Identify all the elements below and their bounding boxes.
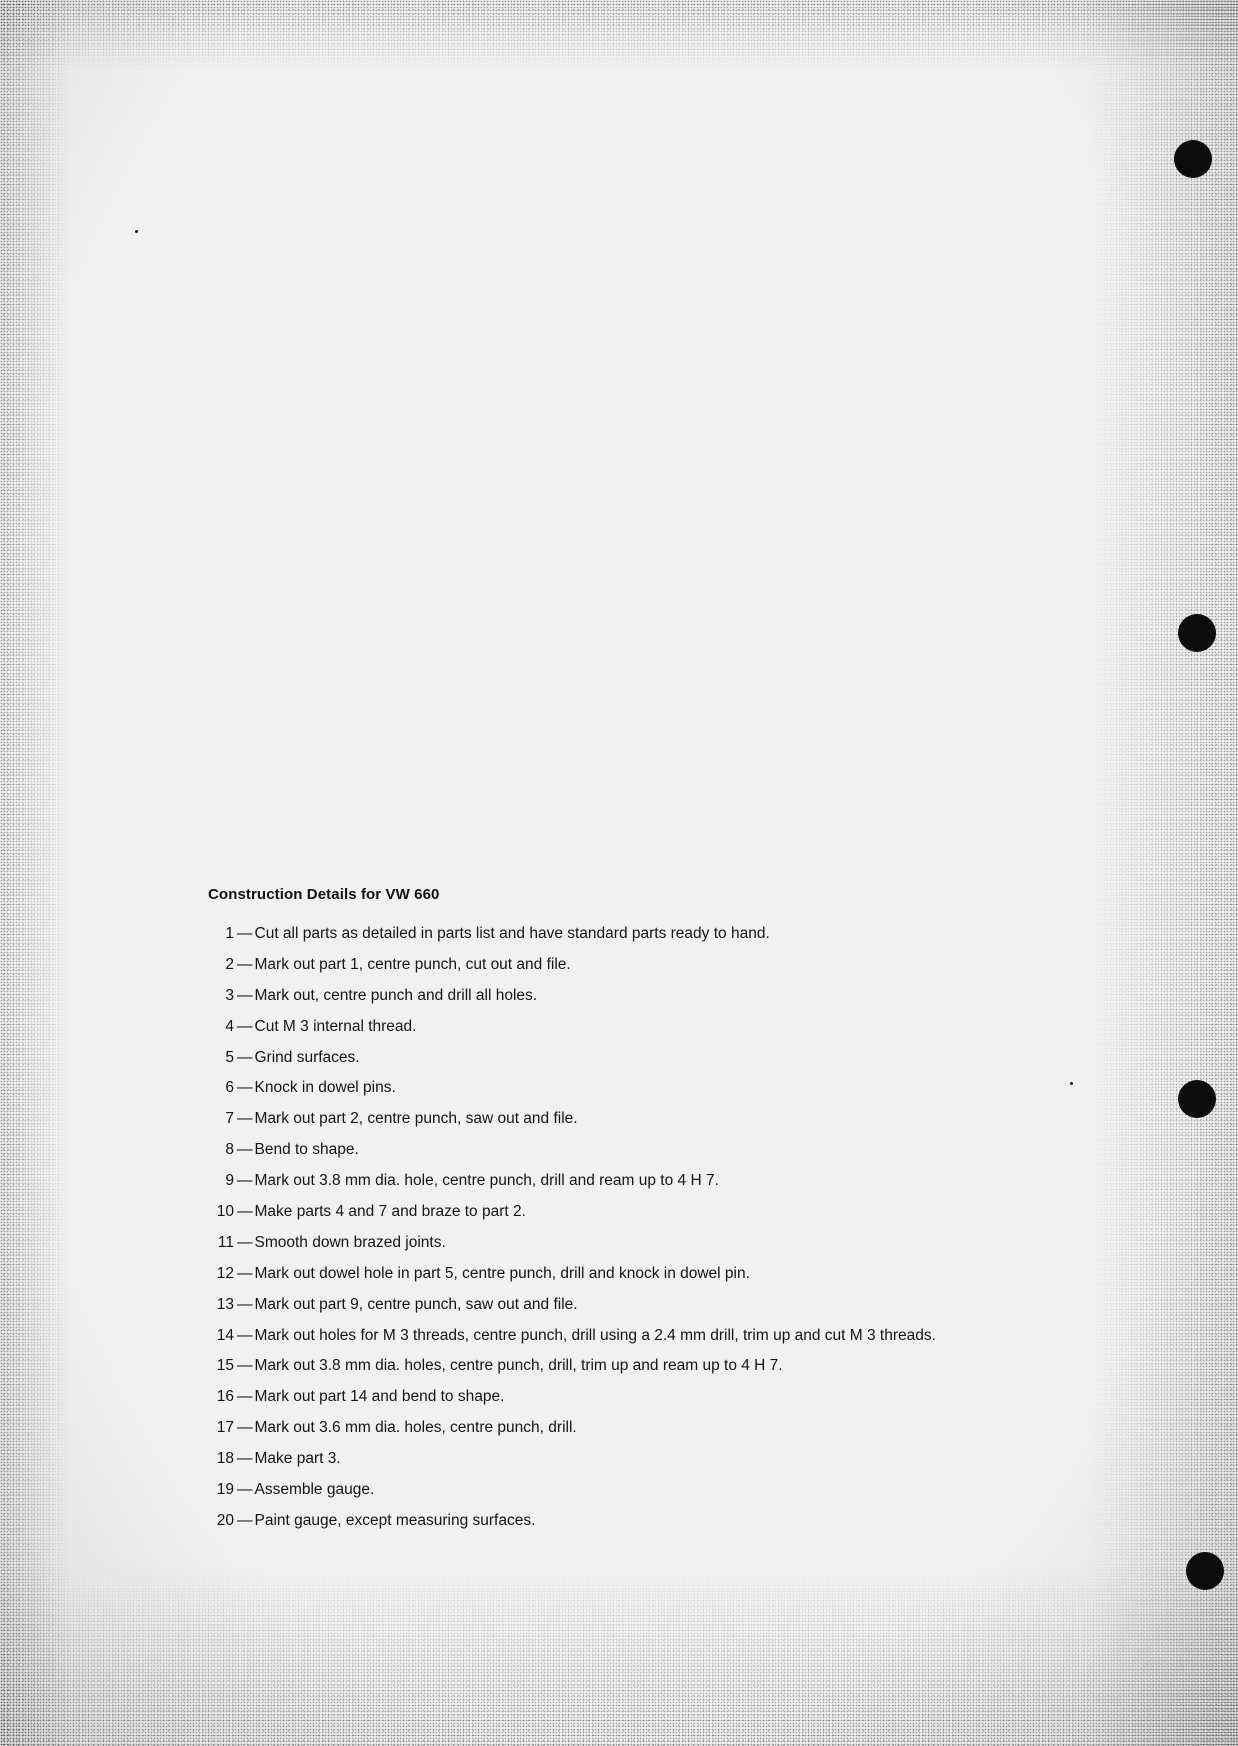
- step-item: [208, 1386, 968, 1408]
- step-number: 5: [225, 1048, 234, 1066]
- step-number: 14: [216, 1326, 234, 1344]
- step-dash: —: [237, 1203, 253, 1221]
- step-number: 17: [216, 1419, 234, 1437]
- step-text: Mark out holes for M 3 threads, centre punch, drill using a 2.4 mm drill, trim up and cut M 3 threads.: [254, 1326, 936, 1344]
- step-dash: —: [237, 1172, 253, 1190]
- step-dash: —: [237, 1048, 253, 1066]
- step-item: [208, 1263, 968, 1285]
- scan-noise-right: [1088, 0, 1238, 1746]
- step-number: 10: [216, 1203, 234, 1221]
- punch-hole-4: [1186, 1552, 1224, 1590]
- step-text: Make parts 4 and 7 and braze to part 2.: [254, 1203, 526, 1221]
- step-text: Cut all parts as detailed in parts list and have standard parts ready to hand.: [254, 925, 770, 942]
- step-dash: —: [237, 1233, 253, 1251]
- step-text: Cut M 3 internal thread.: [254, 1017, 417, 1035]
- step-number: 12: [216, 1264, 234, 1282]
- step-dash: —: [237, 986, 253, 1004]
- step-dash: —: [237, 1357, 253, 1375]
- steps-list: [208, 923, 968, 1532]
- step-number: 3: [225, 986, 234, 1004]
- step-text: Mark out part 1, centre punch, cut out and file.: [254, 955, 571, 973]
- step-number: 19: [216, 1481, 234, 1499]
- step-text: Assemble gauge.: [254, 1481, 375, 1499]
- step-text: Mark out dowel hole in part 5, centre punch, drill and knock in dowel pin.: [254, 1264, 750, 1282]
- step-text: Bend to shape.: [254, 1141, 359, 1159]
- step-number: 1: [225, 925, 234, 942]
- step-text: Knock in dowel pins.: [254, 1079, 396, 1097]
- step-item: [208, 1170, 968, 1192]
- step-item: [208, 1201, 968, 1223]
- step-text: Mark out 3.8 mm dia. holes, centre punch, drill, trim up and ream up to 4 H 7.: [254, 1357, 783, 1375]
- step-item: [208, 1325, 968, 1347]
- step-text: Grind surfaces.: [254, 1048, 360, 1066]
- step-text: Mark out 3.8 mm dia. hole, centre punch, drill and ream up to 4 H 7.: [254, 1172, 719, 1190]
- step-number: 20: [216, 1511, 234, 1529]
- step-item: [208, 1355, 968, 1377]
- step-number: 15: [216, 1357, 234, 1375]
- step-text: Mark out, centre punch and drill all holes.: [254, 986, 538, 1004]
- step-item: [208, 1510, 968, 1532]
- step-item: [208, 923, 968, 945]
- step-text: Mark out part 9, centre punch, saw out and file.: [254, 1295, 578, 1313]
- step-item: [208, 1139, 968, 1161]
- step-dash: —: [237, 1264, 253, 1282]
- step-text: Paint gauge, except measuring surfaces.: [254, 1511, 536, 1529]
- step-number: 18: [216, 1450, 234, 1468]
- step-item: [208, 1294, 968, 1316]
- step-item: [208, 1077, 968, 1099]
- step-number: 11: [217, 1233, 234, 1251]
- step-dash: —: [237, 1481, 253, 1499]
- step-dash: —: [237, 1450, 253, 1468]
- scan-noise-left: [0, 0, 70, 1746]
- step-dash: —: [237, 1326, 253, 1344]
- step-number: 13: [216, 1295, 234, 1313]
- step-text: Make part 3.: [254, 1450, 341, 1468]
- step-text: Smooth down brazed joints.: [254, 1233, 446, 1251]
- step-dash: —: [237, 1419, 253, 1437]
- step-text: Mark out 3.6 mm dia. holes, centre punch, drill.: [254, 1419, 577, 1437]
- step-dash: —: [237, 1110, 253, 1128]
- step-dash: —: [237, 1141, 253, 1159]
- step-item: [208, 1016, 968, 1038]
- step-item: [208, 954, 968, 976]
- punch-hole-2: [1178, 614, 1216, 652]
- step-number: 9: [225, 1172, 234, 1190]
- step-item: [208, 1047, 968, 1069]
- step-dash: —: [237, 1079, 253, 1097]
- speck-mark: [1070, 1082, 1073, 1085]
- step-dash: —: [237, 1388, 253, 1406]
- speck-mark: [135, 230, 138, 233]
- step-number: 4: [225, 1017, 234, 1035]
- step-dash: —: [237, 1511, 253, 1529]
- step-item: [208, 1448, 968, 1470]
- punch-hole-1: [1174, 140, 1212, 178]
- step-text: Mark out part 2, centre punch, saw out and file.: [254, 1110, 578, 1128]
- step-number: 16: [216, 1388, 234, 1406]
- section-heading: Construction Details for VW 660: [208, 886, 440, 903]
- step-number: 7: [225, 1110, 234, 1128]
- step-dash: —: [237, 1295, 253, 1313]
- scan-noise-bottom: [0, 1566, 1238, 1746]
- step-item: [208, 1479, 968, 1501]
- step-dash: —: [237, 925, 253, 942]
- punch-hole-3: [1178, 1080, 1216, 1118]
- step-number: 8: [225, 1141, 234, 1159]
- step-number: 2: [225, 955, 234, 973]
- step-dash: —: [237, 1017, 253, 1035]
- step-number: 6: [225, 1079, 234, 1097]
- step-item: [208, 1108, 968, 1130]
- step-item: [208, 1232, 968, 1254]
- step-text: Mark out part 14 and bend to shape.: [254, 1388, 505, 1406]
- construction-details: [208, 886, 968, 1541]
- step-dash: —: [237, 955, 253, 973]
- step-item: [208, 1417, 968, 1439]
- scan-noise-top: [0, 0, 1238, 70]
- step-item: [208, 985, 968, 1007]
